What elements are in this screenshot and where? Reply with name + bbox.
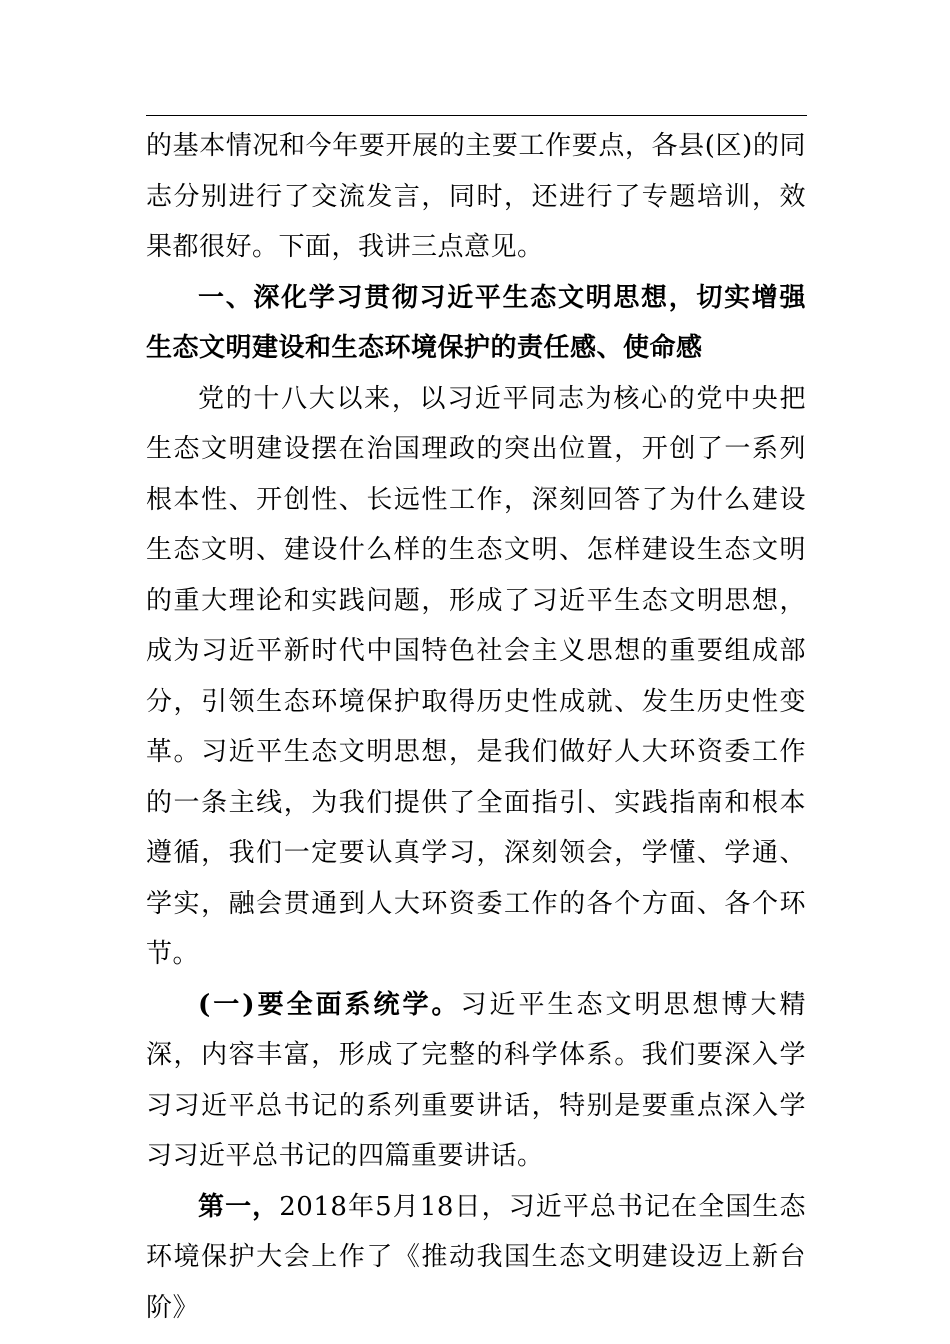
document-body: [146, 121, 806, 1333]
paragraph-2-lead: (一)要全面系统学。: [198, 989, 461, 1020]
paragraph-3: [146, 1182, 806, 1334]
header-rule: [146, 115, 807, 116]
paragraph-3-text: 2018年5月18日，习近平总书记在全国生态环境保护大会上作了《推动我国生态文明建设迈上新台阶》: [146, 1191, 806, 1323]
paragraph-2-text: 习近平生态文明思想博大精深，内容丰富，形成了完整的科学体系。我们要深入学习习近平总书记的系列重要讲话，特别是要重点深入学习习近平总书记的四篇重要讲话。: [146, 989, 806, 1171]
paragraph-1: 党的十八大以来，以习近平同志为核心的党中央把生态文明建设摆在治国理政的突出位置，开创了一系列根本性、开创性、长远性工作，深刻回答了为什么建设生态文明、建设什么样的生态文明、怎样建设生态文明的重大理论和实践问题，形成了习近平生态文明思想，成为习近平新时代中国特色社会主义思想的重要组成部分，引领生态环境保护取得历史性成就、发生历史性变革。习近平生态文明思想，是我们做好人大环资委工作的一条主线，为我们提供了全面指引、实践指南和根本遵循，我们一定要认真学习，深刻领会，学懂、学通、学实，融会贯通到人大环资委工作的各个方面、各个环节。: [146, 383, 806, 969]
paragraph-2: [146, 980, 806, 1182]
section-heading: 一、深化学习贯彻习近平生态文明思想，切实增强生态文明建设和生态环境保护的责任感、使命感: [146, 282, 806, 363]
paragraph-3-lead: 第一，: [198, 1191, 280, 1222]
paragraph-continuation: 的基本情况和今年要开展的主要工作要点，各县(区)的同志分别进行了交流发言，同时，还进行了专题培训，效果都很好。下面，我讲三点意见。: [146, 131, 806, 262]
